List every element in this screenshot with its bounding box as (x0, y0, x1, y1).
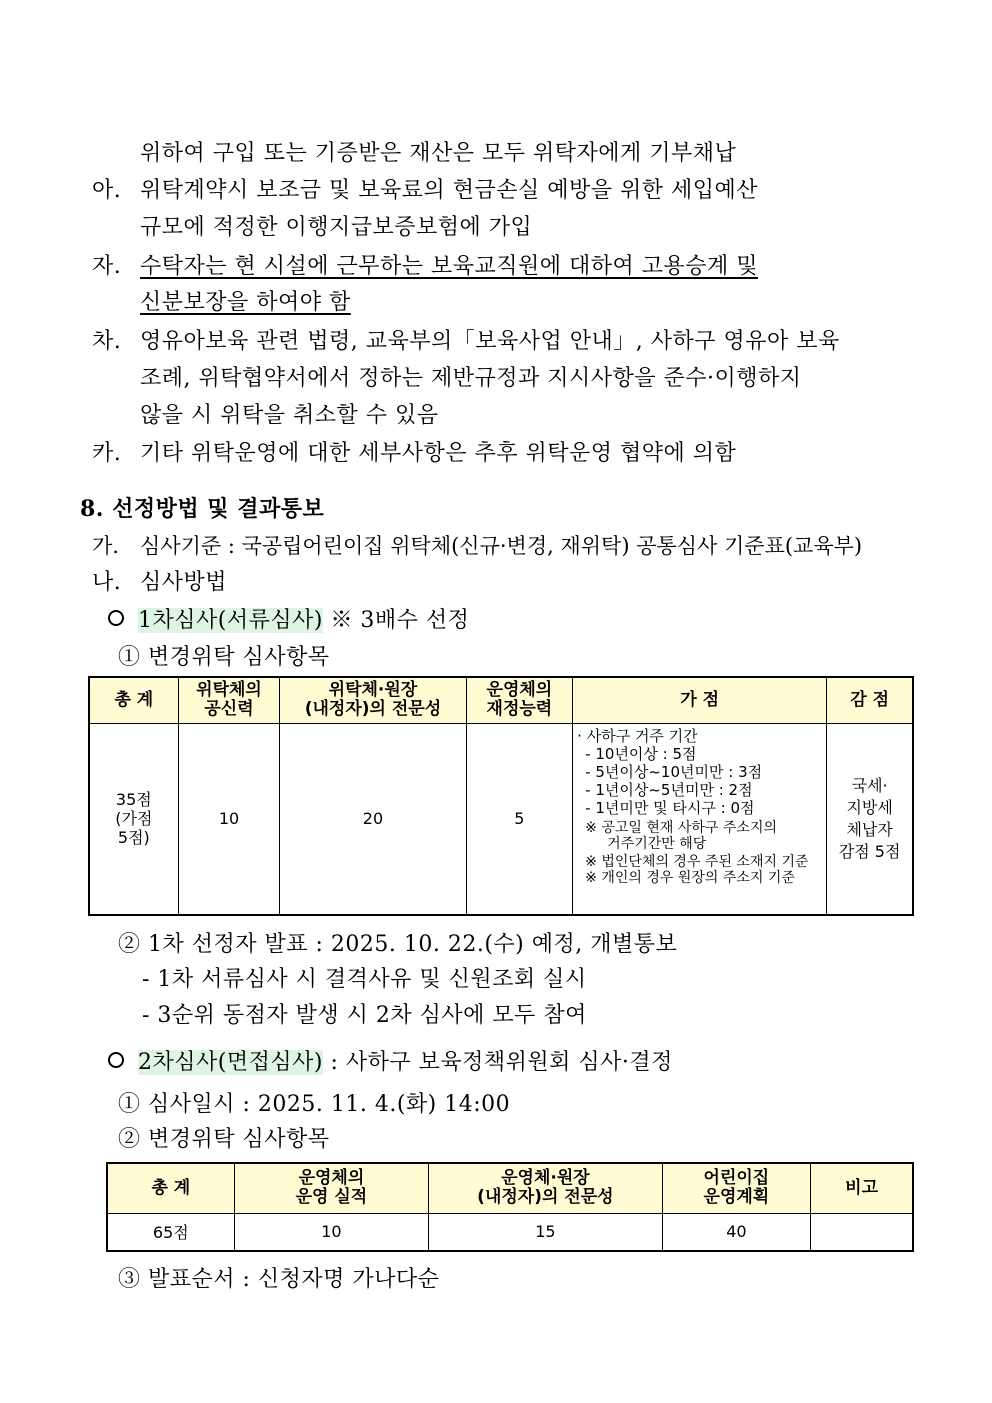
cell-text: 35점 (115, 790, 152, 810)
first-dash2: - 3순위 동점자 발생 시 2차 심사에 모두 참여 (142, 1003, 587, 1028)
bonus-line: · 사하구 거주 기간 (577, 726, 698, 745)
second-review (108, 1048, 673, 1078)
item-cha-cont2 (140, 401, 439, 431)
table-header: 비고 (811, 1163, 913, 1213)
second-review-desc: : 사하구 보육정책위원회 심사·결정 (330, 1050, 673, 1075)
table-header: 운영체·원장 (내정자)의 전문성 (429, 1163, 662, 1213)
cell-text: 지방세 (846, 797, 893, 817)
bonus-line: - 1년미만 및 타시구 : 0점 (585, 798, 755, 817)
bonus-line: - 5년이상~10년미만 : 3점 (585, 762, 763, 781)
penalty-cell (827, 723, 913, 915)
bonus-line: - 10년이상 : 5점 (585, 744, 697, 763)
table-header: 운영체의 운영 실적 (234, 1163, 429, 1213)
section-na (92, 568, 227, 598)
table-header: 가 점 (573, 677, 827, 723)
section-ga (92, 531, 862, 561)
circle-bullet-icon (108, 610, 124, 626)
cell-text: 5점) (117, 828, 150, 848)
item-label: 나. (92, 570, 122, 595)
item-ja (92, 252, 758, 282)
table-cell (811, 1213, 913, 1251)
first-review-table (88, 676, 914, 916)
table-row (107, 1213, 913, 1251)
item-text: 규모에 적정한 이행지급보증보험에 가입 (140, 215, 533, 240)
second-review-table (106, 1162, 914, 1252)
item-text: 기타 위탁운영에 대한 세부사항은 추후 위탁운영 협약에 의함 (140, 441, 737, 466)
cell-text: 국세· (851, 775, 888, 795)
item-a-cont (140, 213, 532, 243)
table-header-row (107, 1163, 913, 1213)
table-header-row (89, 677, 913, 723)
item-ja-cont (140, 288, 351, 318)
cell-text: 체납자 (846, 819, 893, 839)
circle-bullet-icon (108, 1052, 124, 1068)
item-label: 아. (92, 178, 122, 203)
first-review (108, 606, 469, 636)
second-review-title: 2차심사(면접심사) (138, 1050, 323, 1075)
item-cha (92, 327, 840, 357)
table-cell: 10 (234, 1213, 429, 1251)
table-cell: 40 (662, 1213, 811, 1251)
second-item2: ② 변경위탁 심사항목 (118, 1127, 330, 1152)
item-label: 자. (92, 254, 122, 279)
cell-text: (가점 (115, 809, 153, 829)
cell-text: 감점 5점 (838, 841, 901, 861)
table-header: 총 계 (107, 1163, 234, 1213)
item-text: 심사기준 : 국공립어린이집 위탁체(신규·변경, 재위탁) 공통심사 기준표(교육부) (140, 534, 863, 558)
table-cell: 10 (178, 723, 280, 915)
item-label: 가. (92, 534, 119, 558)
item-text: 영유아보육 관련 법령, 교육부의「보육사업 안내」, 사하구 영유아 보육 (140, 329, 840, 354)
second-item3: ③ 발표순서 : 신청자명 가나다순 (118, 1267, 440, 1292)
table-header: 운영체의 재정능력 (466, 677, 573, 723)
bonus-line: - 1년이상~5년미만 : 2점 (585, 780, 753, 799)
table-cell: 15 (429, 1213, 662, 1251)
item-text: 심사방법 (140, 570, 228, 595)
first-dash1: - 1차 서류심사 시 결격사유 및 신원조회 실시 (142, 967, 587, 992)
item-text-underlined: 수탁자는 현 시설에 근무하는 보육교직원에 대하여 고용승계 및 (140, 254, 759, 279)
bonus-note: 거주기간만 해당 (607, 835, 707, 852)
table-cell: 5 (466, 723, 573, 915)
bonus-note: ※ 법인단체의 경우 주된 소재지 기준 (585, 853, 809, 870)
item-ja-prev-cont (140, 139, 736, 169)
second-item1: ① 심사일시 : 2025. 11. 4.(화) 14:00 (118, 1092, 511, 1117)
table-header: 어린이집 운영계획 (662, 1163, 811, 1213)
section-title: 8. 선정방법 및 결과통보 (80, 496, 325, 522)
bonus-note: ※ 공고일 현재 사하구 주소지의 (585, 819, 777, 836)
item-ka (92, 439, 736, 469)
first-review-title: 1차심사(서류심사) (138, 608, 323, 633)
first-item2: ② 1차 선정자 발표 : 2025. 10. 22.(수) 예정, 개별통보 (118, 932, 678, 957)
table-header: 감 점 (827, 677, 913, 723)
item-text: 않을 시 위탁을 취소할 수 있음 (140, 403, 439, 428)
table-header: 위탁체의 공신력 (178, 677, 280, 723)
first-review-note: ※ 3배수 선정 (330, 608, 470, 633)
text: 위하여 구입 또는 기증받은 재산은 모두 위탁자에게 기부채납 (140, 141, 737, 166)
item-label: 카. (92, 441, 122, 466)
item-text: 조례, 위탁협약서에서 정하는 제반규정과 지시사항을 준수·이행하지 (140, 366, 802, 391)
bonus-note: ※ 개인의 경우 원장의 주소지 기준 (585, 869, 795, 886)
item-cha-cont1 (140, 364, 802, 394)
total-cell (89, 723, 178, 915)
table-cell: 65점 (107, 1213, 234, 1251)
bonus-cell (573, 723, 827, 915)
table-cell: 20 (280, 723, 466, 915)
item-a (92, 176, 758, 206)
item-label: 차. (92, 329, 122, 354)
item-text-underlined: 신분보장을 하여야 함 (140, 290, 351, 315)
table-header: 위탁체·원장 (내정자)의 전문성 (280, 677, 466, 723)
first-item1: ① 변경위탁 심사항목 (118, 645, 330, 670)
table-header: 총 계 (89, 677, 178, 723)
table-row (89, 723, 913, 915)
item-text: 위탁계약시 보조금 및 보육료의 현금손실 예방을 위한 세입예산 (140, 178, 759, 203)
